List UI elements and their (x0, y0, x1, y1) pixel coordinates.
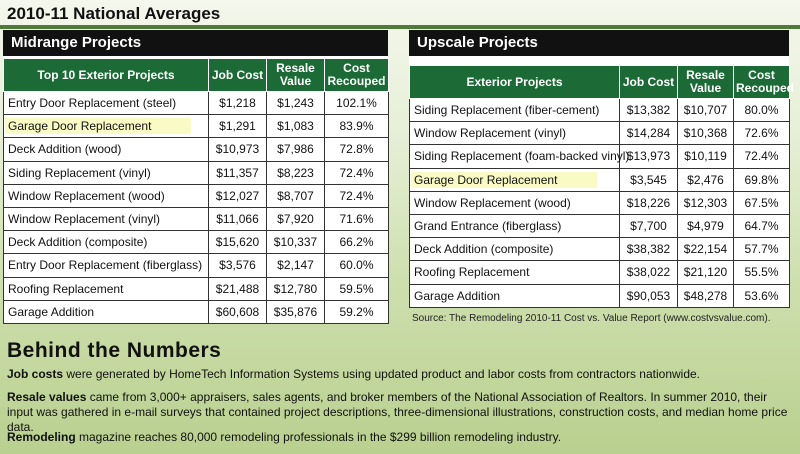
cost-recouped-cell: 102.1% (325, 92, 389, 115)
table-row (4, 231, 389, 254)
job-cost-cell: $11,066 (209, 207, 267, 230)
project-name-cell: Grand Entrance (fiberglass) (410, 214, 620, 237)
resale-value-cell: $1,243 (267, 92, 325, 115)
job-cost-cell: $12,027 (209, 184, 267, 207)
job-cost-cell: $3,576 (209, 254, 267, 277)
job-cost-cell: $3,545 (620, 168, 678, 191)
midrange-heading: Midrange Projects (3, 30, 388, 56)
project-name-cell: Entry Door Replacement (fiberglass) (4, 254, 209, 277)
cost-recouped-cell: 83.9% (325, 115, 389, 138)
table-row (4, 184, 389, 207)
cost-recouped-cell: 66.2% (325, 231, 389, 254)
table-row (410, 145, 790, 168)
table-row (4, 115, 389, 138)
upscale-panel (409, 30, 795, 308)
remodeling-text: magazine reaches 80,000 remodeling professionals in the $299 billion remodeling industry. (75, 430, 562, 444)
resale-value-cell: $10,368 (678, 122, 734, 145)
job-costs-lead: Job costs (7, 367, 64, 381)
job-cost-cell: $1,291 (209, 115, 267, 138)
job-cost-cell: $7,700 (620, 214, 678, 237)
cost-recouped-cell: 69.8% (734, 168, 790, 191)
resale-value-cell: $4,979 (678, 214, 734, 237)
resale-text: came from 3,000+ appraisers, sales agents, and broker members of the National Association of Realtors. In summer 2010, their input was gathered in e-mail surveys that contained project descriptions, three-dimensional illustrations, construction costs, and median home price data. (7, 390, 788, 434)
cost-recouped-cell: 72.8% (325, 138, 389, 161)
job-costs-paragraph (7, 367, 792, 382)
cost-recouped-cell: 53.6% (734, 284, 790, 307)
cost-recouped-cell: 60.0% (325, 254, 389, 277)
cost-recouped-cell: 71.6% (325, 207, 389, 230)
cost-recouped-cell: 72.6% (734, 122, 790, 145)
upscale-table (409, 65, 795, 308)
table-row (410, 122, 790, 145)
cost-recouped-cell: 57.7% (734, 238, 790, 261)
cost-recouped-cell: 67.5% (734, 191, 790, 214)
resale-value-cell: $48,278 (678, 284, 734, 307)
resale-value-cell: $7,920 (267, 207, 325, 230)
table-row (410, 214, 790, 237)
job-cost-cell: $13,382 (620, 99, 678, 122)
table-row (4, 300, 389, 323)
table-row (4, 254, 389, 277)
job-cost-cell: $21,488 (209, 277, 267, 300)
job-costs-text: were generated by HomeTech Information Systems using updated product and labor costs from contractors nationwide. (63, 367, 701, 381)
project-name-cell: Deck Addition (composite) (4, 231, 209, 254)
resale-value-cell: $7,986 (267, 138, 325, 161)
source-note: Source: The Remodeling 2010-11 Cost vs. Value Report (www.costvsvalue.com). (412, 313, 771, 324)
table-row (4, 207, 389, 230)
project-name-cell: Roofing Replacement (4, 277, 209, 300)
upscale-col-job-cost: Job Cost (620, 66, 678, 99)
project-name-cell: Window Replacement (wood) (410, 191, 620, 214)
table-row (4, 138, 389, 161)
project-name-cell: Roofing Replacement (410, 261, 620, 284)
table-row (410, 284, 790, 307)
cost-recouped-cell: 59.5% (325, 277, 389, 300)
cost-recouped-cell: 72.4% (325, 184, 389, 207)
midrange-table (3, 58, 389, 324)
upscale-heading: Upscale Projects (409, 30, 789, 56)
table-row (4, 92, 389, 115)
behind-numbers-title: Behind the Numbers (7, 339, 222, 362)
project-name-cell: Deck Addition (composite) (410, 238, 620, 261)
cost-recouped-cell: 59.2% (325, 300, 389, 323)
job-cost-cell: $38,022 (620, 261, 678, 284)
cost-recouped-cell: 72.4% (734, 145, 790, 168)
project-name-cell: Siding Replacement (vinyl) (4, 161, 209, 184)
job-cost-cell: $10,973 (209, 138, 267, 161)
resale-value-cell: $12,780 (267, 277, 325, 300)
project-name-cell: Siding Replacement (fiber-cement) (410, 99, 620, 122)
table-row (410, 191, 790, 214)
project-name-cell: Siding Replacement (foam-backed vinyl) (410, 145, 620, 168)
table-row (410, 238, 790, 261)
table-row (4, 161, 389, 184)
midrange-col-job-cost: Job Cost (209, 59, 267, 92)
resale-value-cell: $22,154 (678, 238, 734, 261)
resale-paragraph (7, 390, 792, 435)
resale-value-cell: $1,083 (267, 115, 325, 138)
project-name-cell: Window Replacement (vinyl) (410, 122, 620, 145)
midrange-col-project: Top 10 Exterior Projects (4, 59, 209, 92)
resale-value-cell: $8,223 (267, 161, 325, 184)
resale-value-cell: $10,707 (678, 99, 734, 122)
remodeling-paragraph (7, 430, 792, 445)
table-row (410, 261, 790, 284)
upscale-col-project: Exterior Projects (410, 66, 620, 99)
cost-recouped-cell: 55.5% (734, 261, 790, 284)
cost-recouped-cell: 80.0% (734, 99, 790, 122)
job-cost-cell: $60,608 (209, 300, 267, 323)
title-divider (0, 25, 800, 29)
highlighted-project: Garage Door Replacement (411, 172, 597, 188)
resale-lead: Resale values (7, 390, 87, 404)
resale-value-cell: $12,303 (678, 191, 734, 214)
table-row (410, 99, 790, 122)
midrange-col-resale: Resale Value (267, 59, 325, 92)
upscale-header-row (410, 66, 790, 99)
midrange-panel (3, 30, 388, 324)
project-name-cell (410, 168, 620, 191)
highlighted-project: Garage Door Replacement (5, 118, 191, 134)
project-name-cell: Entry Door Replacement (steel) (4, 92, 209, 115)
cost-recouped-cell: 72.4% (325, 161, 389, 184)
cost-recouped-cell: 64.7% (734, 214, 790, 237)
project-name-cell (4, 115, 209, 138)
page-title: 2010-11 National Averages (7, 4, 221, 23)
resale-value-cell: $2,476 (678, 168, 734, 191)
project-name-cell: Window Replacement (vinyl) (4, 207, 209, 230)
job-cost-cell: $11,357 (209, 161, 267, 184)
resale-value-cell: $8,707 (267, 184, 325, 207)
resale-value-cell: $10,119 (678, 145, 734, 168)
table-row (410, 168, 790, 191)
job-cost-cell: $90,053 (620, 284, 678, 307)
upscale-col-resale: Resale Value (678, 66, 734, 99)
job-cost-cell: $38,382 (620, 238, 678, 261)
resale-value-cell: $21,120 (678, 261, 734, 284)
job-cost-cell: $18,226 (620, 191, 678, 214)
midrange-header-row (4, 59, 389, 92)
job-cost-cell: $1,218 (209, 92, 267, 115)
job-cost-cell: $14,284 (620, 122, 678, 145)
resale-value-cell: $2,147 (267, 254, 325, 277)
job-cost-cell: $13,973 (620, 145, 678, 168)
job-cost-cell: $15,620 (209, 231, 267, 254)
table-row (4, 277, 389, 300)
remodeling-lead: Remodeling (7, 430, 76, 444)
resale-value-cell: $35,876 (267, 300, 325, 323)
midrange-col-recouped: Cost Recouped (325, 59, 389, 92)
project-name-cell: Garage Addition (410, 284, 620, 307)
upscale-col-recouped: Cost Recouped (734, 66, 790, 99)
resale-value-cell: $10,337 (267, 231, 325, 254)
project-name-cell: Deck Addition (wood) (4, 138, 209, 161)
project-name-cell: Garage Addition (4, 300, 209, 323)
project-name-cell: Window Replacement (wood) (4, 184, 209, 207)
